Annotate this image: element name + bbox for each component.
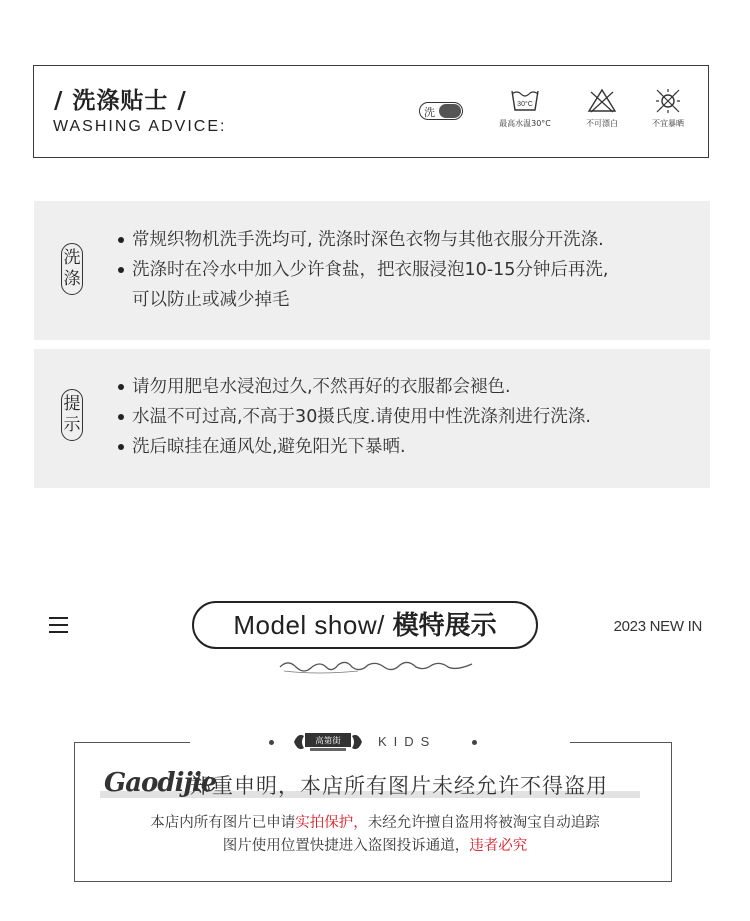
model-show-title [192,601,538,649]
wash-instructions-panel [34,201,710,340]
care-label-bleach: 不可漂白 [586,119,618,128]
care-no-bleach [572,88,632,129]
advice-subtitle: WASHING ADVICE: [53,118,227,135]
tips-badge [61,389,83,441]
toggle-label: 洗 [424,106,435,119]
wash-bullet-list [116,225,608,315]
notice-line-2-highlight: 违者必究 [469,838,528,854]
brand-logo [292,730,364,754]
script-flourish-icon [278,655,474,677]
care-label-wash: 最高水温30°C [499,119,551,128]
wash-badge-text: 洗 涤 [63,248,81,289]
washing-advice-box [33,65,709,158]
notice-title: 郑重申明，本店所有图片未经允许不得盗用 [190,774,608,798]
tips-bullet: 请勿用肥皂水浸泡过久,不然再好的衣服都会褪色. [116,372,591,402]
hamburger-menu-icon[interactable] [49,617,68,633]
kids-label: KIDS [378,734,437,749]
tips-bullet: 水温不可过高,不高于30摄氏度.请使用中性洗涤剂进行洗涤. [116,402,591,432]
no-bleach-icon [587,88,617,114]
model-show-title-cn: 模特展示 [392,611,497,641]
wash-bullet: 常规织物机洗手洗均可, 洗涤时深色衣物与其他衣服分开洗涤. [116,225,608,255]
wash-badge [61,243,83,295]
advice-title: / 洗涤贴士 / [54,88,187,114]
notice-line-1-text-end: 未经允许擅自盗用将被淘宝自动追踪 [367,815,600,831]
notice-line-1-highlight: 实拍保护， [295,815,368,831]
wash-temp-text: 30°C [517,101,533,108]
notice-line-2 [0,834,750,855]
no-sun-icon [653,88,683,114]
notice-brand: Gaodijie [104,768,217,798]
toggle-knob [439,104,461,118]
notice-line-2-text: 图片使用位置快捷进入盗图投诉通道， [222,838,470,854]
notice-line-1 [0,811,750,832]
wash-30-icon [510,88,540,114]
tips-bullet: 洗后晾挂在通风处,避免阳光下暴晒. [116,432,591,462]
divider-dot [472,740,477,745]
care-wash-30 [495,88,555,129]
tips-badge-text: 提 示 [63,394,81,435]
tips-bullet-list [116,372,591,462]
divider-dot [269,740,274,745]
wash-toggle[interactable] [419,102,463,120]
brand-logo-text: 高第街 [315,736,341,747]
care-no-sun [638,88,698,129]
model-show-title-en: Model show/ [233,610,393,640]
wash-bullet-continuation: 可以防止或减少掉毛 [132,290,290,310]
wash-bullet: 洗涤时在冷水中加入少许食盐，把衣服浸泡10-15分钟后再洗, [116,255,608,285]
notice-line-1-text: 本店内所有图片已申请 [150,815,296,831]
new-in-label: 2023 NEW IN [613,618,702,635]
tips-panel [34,349,710,488]
care-label-sun: 不宜暴晒 [652,119,684,128]
